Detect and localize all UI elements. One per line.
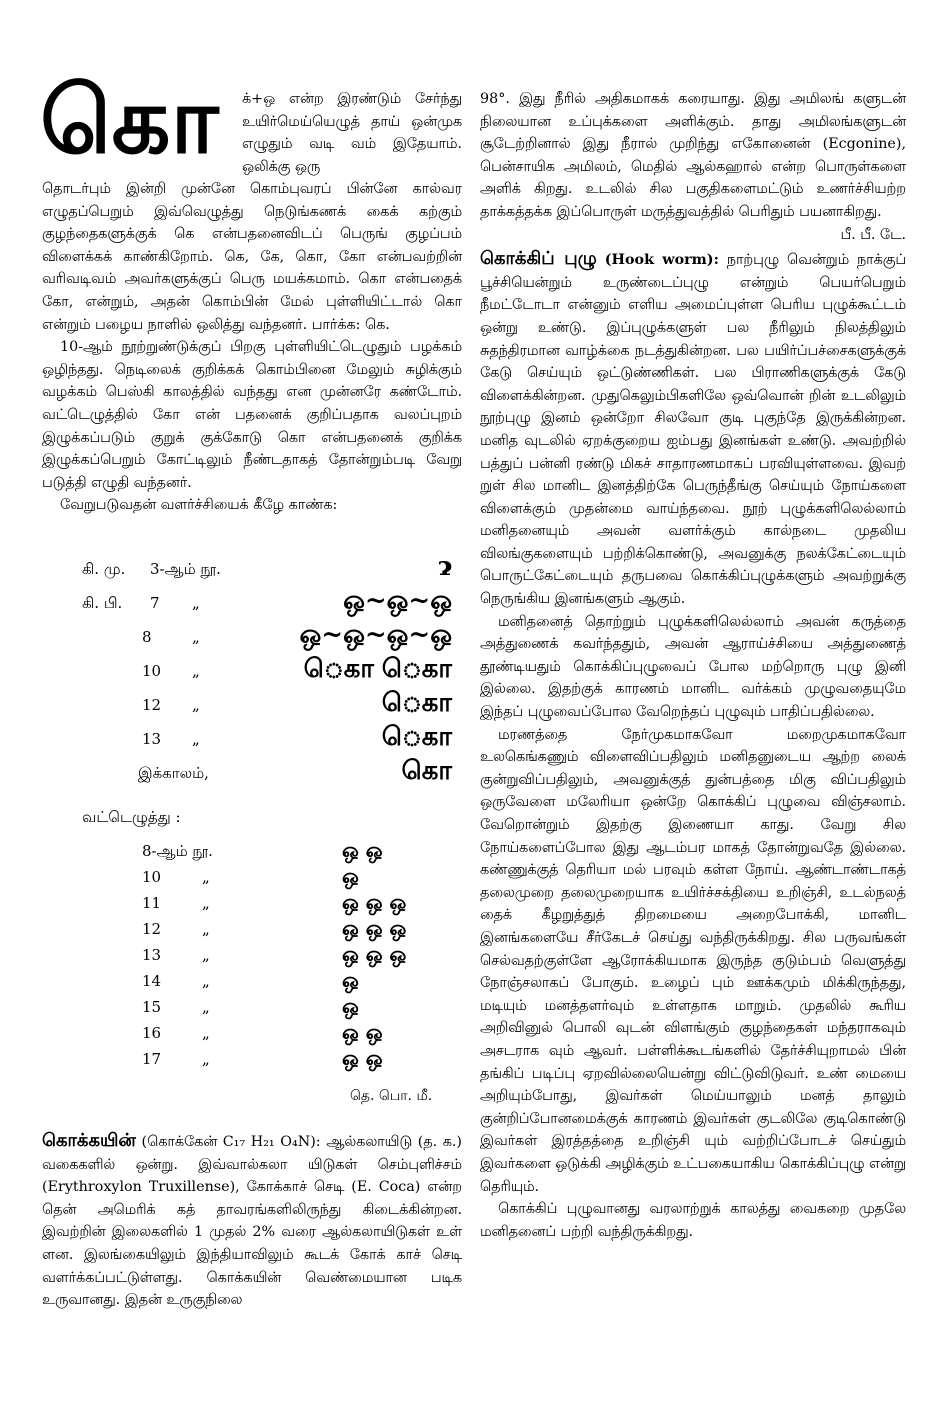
- left-text-block: [42, 178, 462, 517]
- letter-form: ஒ ஒ ஒ: [342, 890, 407, 914]
- hookworm-english: (Hook worm):: [604, 252, 719, 269]
- ditto-mark: „: [192, 628, 200, 646]
- century-label: 3-ஆம் நூ.: [150, 560, 221, 578]
- ditto-mark: „: [192, 594, 200, 612]
- century-label: 17: [142, 1050, 162, 1068]
- vatteluttu-label: வட்டெழுத்து :: [82, 808, 181, 826]
- right-text-block: [480, 88, 906, 1243]
- right-paragraph-4: கொக்கிப் புழுவானது வரலாற்றுக் காலத்து வைகறை முதலே மனிதனைப் பற்றி வந்திருக்கிறது.: [480, 1201, 906, 1240]
- century-label: 12: [142, 920, 162, 938]
- letter-form: ஒ ஒ ஒ: [342, 916, 407, 940]
- chronology-row: [42, 756, 462, 794]
- century-label: 10: [142, 662, 162, 680]
- left-paragraph-3: வேறுபடுவதன் வளர்ச்சியைக் கீழே காண்க:: [60, 497, 338, 514]
- century-label: 16: [142, 1024, 162, 1042]
- century-label: 8-ஆம் நூ.: [142, 842, 213, 860]
- ditto-mark: „: [202, 946, 210, 964]
- ditto-mark: „: [202, 920, 210, 938]
- era-label: கி. பி.: [82, 594, 123, 612]
- vatteluttu-label-wrap: [42, 808, 462, 832]
- century-label: 14: [142, 972, 162, 990]
- cocaine-body: (கொக்கேன் C₁₇ H₂₁ O₄N): ஆல்கலாயிடு (த. க.) வகைகளில் ஒன்று. இவ்வால்கலா யிடுகள் செம்புளிச்சம் (Erythroxylon Truxillense), கோக்காச் செடி (E. Coca) என்ற தென் அமெரிக் கத் தாவரங்களிலிருந்து கிடைக்கின்றன. இவற்றின் இலைகளில் 1 முதல் 2% வரை ஆல்கலாயிடுகள் உள் ளன. இலங்கையிலும் இந்தியாவிலும் கூடக் கோக் காச் செடி வளர்க்கப்பட்டுள்ளது. கொக்கயின் வெண்மையான படிக உருவானது. இதன் உருகுநிலை: [42, 1134, 462, 1309]
- ditto-mark: „: [192, 730, 200, 748]
- letter-form: ெகா ெகா: [303, 654, 452, 684]
- ditto-mark: „: [202, 972, 210, 990]
- headword-glyph: கொ: [40, 66, 215, 174]
- cocaine-headword: கொக்கயின்: [42, 1130, 136, 1151]
- right-paragraph-1: 98°. இது நீரில் அதிகமாகக் கரையாது. இது அமிலங் களுடன் நிலையான உப்புக்களை அளிக்கும். தாது அமிலங்களுடன் சூடேற்றினால் இது நீரால் முறிந்து எகோனைன் (Ecgonine), பென்சாயிக அமிலம், மெதில் ஆல்கஹால் என்ற பொருள்களை அளிக் கிறது. உடலில் சில பகுதிகளைமட்டும் உணர்ச்சியற்ற தாக்கத்தக்க இப்பொருள் மருத்துவத்தில் பெரிதும் பயனாகிறது.: [480, 91, 906, 220]
- letter-form: ஒ: [342, 968, 359, 992]
- century-label: 12: [142, 696, 162, 714]
- era-label: கி. மு.: [82, 560, 126, 578]
- ditto-mark: „: [192, 696, 200, 714]
- hookworm-body: நாற்புழு வென்றும் நாக்குப் பூச்சியென்றும் உருண்டைப்புழு என்றும் பெயர்பெறும் நீமட்டோடா என்னும் எளிய அமைப்புள்ள பெரிய புழுக்கூட்டம் ஒன்று உண்டு. இப்புழுக்களுள் பல நீரிலும் நிலத்திலும் சுதந்திரமான வாழ்க்கை நடத்துகின்றன. பல பயிர்ப்பச்சைகளுக்குக் கேடு செய்யும் ஒட்டுண்ணிகள். பல பிராணிகளுக்குக் கேடு விளைக்கின்றன. முதுகெலும்பிகளிலே ஒவ்வொன் றின் உடலிலும் நூற்புழு இனம் ஒன்றோ சிலவோ குடி புகுந்தே இருக்கின்றன. மனித வுடலில் ஏறக்குறைய ஐம்பது இனங்கள் உண்டு. அவற்றில் பத்துப் பன்னி ரண்டு மிகச் சாதாரணமாகப் பரவியுள்ளவை. இவற் றுள் சில மானிட இனத்திற்கே பெருந்தீங்கு செய்யும் நோய்களை விளைக்கும் முதன்மை வாய்ந்தவை. நூற் புழுக்களிலெல்லாம் மனிதனையும் அவன் வளர்க்கும் கால்நடை முதலிய விலங்குகளையும் பற்றிக்கொண்டு, அவனுக்கு நலக்கேட்டையும் பொருட்கேட்டையும் தருபவை கொக்கிப்புழுக்களும் அவற்றுக்கு நெருங்கிய இனங்களும் ஆகும்.: [480, 252, 907, 608]
- ditto-mark: „: [202, 998, 210, 1016]
- letter-form: கொ: [401, 756, 452, 786]
- chronology-row: [42, 1046, 462, 1080]
- ditto-mark: „: [202, 868, 210, 886]
- letter-form: ஒ~ஒ~ஒ~ஒ: [299, 620, 452, 650]
- cocaine-entry: [42, 1130, 462, 1312]
- letter-form: ஒ ஒ ஒ: [342, 942, 407, 966]
- letter-form: ஒ ஒ: [342, 838, 383, 862]
- century-label: 8: [142, 628, 152, 646]
- letter-form: ெகா: [381, 722, 452, 752]
- ditto-mark: „: [192, 662, 200, 680]
- right-paragraph-3: மரணத்தை நேர்முகமாகவோ மறைமுகமாகவோ உலகெங்கணும் விளைவிப்பதிலும் மனிதனுடைய ஆற்ற லைக் குன்றுவிப்பதிலும், அவனுக்குத் துன்பத்தை மிகு விப்பதிலும் ஒருவேளை மலேரியா ஒன்றே கொக்கிப் புழுவை விஞ்சலாம். வேறொன்றும் இதற்கு இணையா காது. வேறு சில நோய்களைப்போல இது ஆடம்பர மாகத் தோன்றுவதே இல்லை. கண்ணுக்குத் தெரியா மல் பரவும் கள்ள நோய். ஆண்டாண்டாகத் தலைமுறை தலைமுறையாக உயிர்ச்சக்தியை உறிஞ்சி, உடல்நலத் தைக் கீழறுத்துத் திறமையை அறைபோக்கி, மானிட இனங்களையே சீர்கேடச் செய்து வந்திருக்கிறது. சில பருவங்கள் செல்வதற்குள்ளே ஆரோக்கியமாக இருந்த குடும்பம் வெளுத்து நோஞ்சலாகப் போகும். உழைப் பும் ஊக்கமும் மிக்கிருந்தது, மடியும் மனத்தளர்வும் உள்ளதாக மாறும். முதலில் கூரிய அறிவினுல் பொலி வுடன் விளங்கும் குழந்தைகள் மந்தராகவும் அசடராக வும் ஆவர். பள்ளிக்கூடங்களில் தேர்ச்சியுறாமல் பின் தங்கிப் படிப்பு ஏறவில்லையென்று விட்டுவிடுவர். உண் மையை அறியும்போது, இவர்கள் மெய்யாலும் மனத் தாலும் குன்றிப்போனமைக்குக் காரணம் இவர்கள் குடலிலே குடிகொண்டு இவர்கள் இரத்தத்தை உறிஞ்சி யும் வற்றிப்போடச் செய்தும் இவர்களை ஒடுக்கி அழிக்கும் உட்பகையாகிய கொக்கிப்புழு என்று தெரியும்.: [480, 726, 906, 1195]
- ditto-mark: „: [202, 1024, 210, 1042]
- century-label: 10: [142, 868, 162, 886]
- century-label: 13: [142, 730, 162, 748]
- signature-right-1: பீ. பீ. டே.: [840, 226, 906, 243]
- ditto-mark: „: [202, 894, 210, 912]
- century-label: 11: [142, 894, 162, 912]
- century-label: இக்காலம்,: [138, 764, 209, 782]
- letter-form: ஒ: [342, 994, 359, 1018]
- letter-form: ɂ: [437, 552, 452, 582]
- signature-left: தெ. பொ. மீ.: [350, 1088, 433, 1104]
- letter-form: ஒ: [342, 864, 359, 888]
- right-paragraph-2: மனிதனைத் தொற்றும் புழுக்களிலெல்லாம் அவன் கருத்தை அத்துணைக் கவர்ந்ததும், அவன் ஆராய்ச்சியை அத்துணைத் தூண்டியதும் கொக்கிப்புழுவைப் போல மற்றொரு புழு இனி இல்லை. இதற்குக் காரணம் மானிட வர்க்கம் முழுவதையுமே இந்தப் புழுவைப்போல வேறெந்தப் புழுவும் பாதிப்பதில்லை.: [480, 613, 906, 721]
- letter-form: ஒ~ஒ~ஒ: [343, 586, 452, 616]
- letter-form: ஒ ஒ: [342, 1020, 383, 1044]
- letter-form: ெகா: [381, 688, 452, 718]
- hookworm-entry: [480, 248, 906, 611]
- century-label: 7: [150, 594, 160, 612]
- ditto-mark: „: [202, 1050, 210, 1068]
- century-label: 15: [142, 998, 162, 1016]
- left-paragraph-1: தொடர்பும் இன்றி முன்னே கொம்புவரப் பின்னே கால்வர எழுதப்பெறும் இவ்வெழுத்து நெடுங்கணக் கைக் கற்கும் குழந்தைகளுக்குக் கெ என்பதனைவிடப் பெருங் குழப்பம் விளைக்கக் காண்கிறோம். கெ, கே, கொ, கோ என்பவற்றின் வரிவடிவம் அவர்களுக்குப் பெரு மயக்கமாம். கொ என்பதைக் கோ, என்றும், அதன் கொம்பின் மேல் புள்ளியிட்டால் கொ என்றும் பழைய நாளில் ஒலித்து வந்தனர். பார்க்க: கெ.: [42, 181, 462, 333]
- letter-form: ஒ ஒ: [342, 1046, 383, 1070]
- century-label: 13: [142, 946, 162, 964]
- hookworm-headword: கொக்கிப் புழு: [480, 248, 597, 270]
- chronology-vatteluttu: [42, 838, 462, 1076]
- left-paragraph-2: 10-ஆம் நூற்றுண்டுக்குப் பிறகு புள்ளியிட்டெழுதும் பழக்கம் ஒழிந்தது. நெடிலைக் குறிக்கக் கொம்பினை மேலும் சுழிக்கும் வழக்கம் பெஸ்கி காலத்தில் வந்தது என முன்னரே கண்டோம். வட்டெழுத்தில் கோ என் பதனைக் குறிப்பதாக வலப்புறம் இழுக்கப்படும் குறுக் குக்கோடு கொ என்பதனைக் குறிக்க இழுக்கப்பெறும் கோட்டிலும் நீண்டதாகத் தோன்றும்படி வேறு படுத்தி எழுதி வந்தனர்.: [42, 339, 462, 491]
- lead-text: க்+ஒ என்ற இரண்டும் சேர்ந்து உயிர்மெய்யெழுத் தாய் ஒன்முக எழுதும் வடி வம் இதேயாம். ஒலிக்கு ஒரு: [242, 91, 462, 175]
- chronology-tamil: [42, 552, 462, 798]
- chronology-row: [42, 722, 462, 760]
